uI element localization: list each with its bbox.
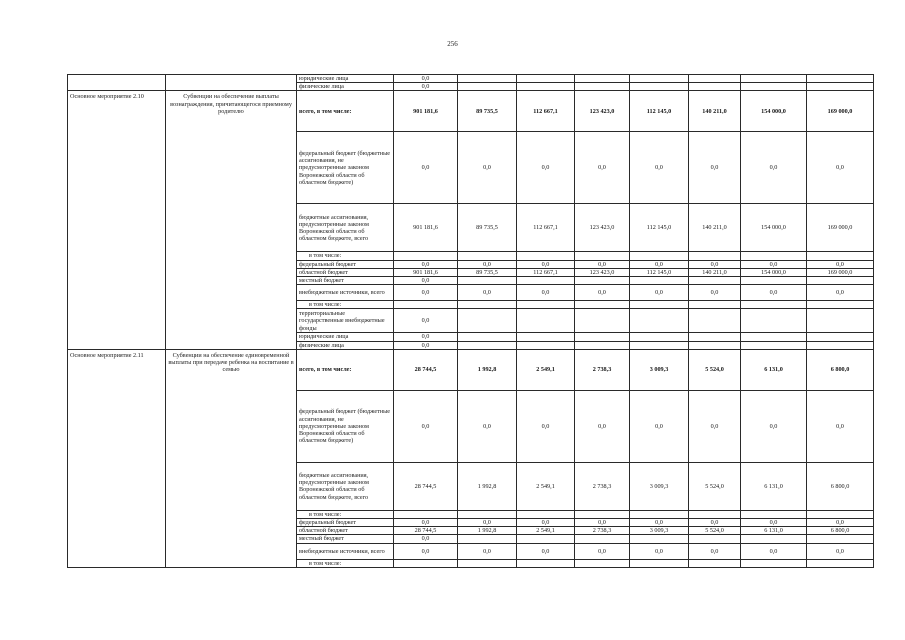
value-cell: 123 423,0	[575, 91, 630, 132]
value-cell	[689, 333, 741, 341]
value-cell	[689, 252, 741, 260]
value-cell: 169 000,0	[807, 91, 874, 132]
funding-source-label: юридические лица	[297, 75, 394, 83]
funding-source-label: бюджетные ассигнования, предусмотренные законом Воронежской области об областном бюджете, всего	[297, 204, 394, 252]
value-cell: 0,0	[458, 543, 517, 559]
value-cell	[458, 301, 517, 309]
value-cell	[394, 510, 458, 518]
value-cell	[689, 75, 741, 83]
value-cell	[575, 333, 630, 341]
value-cell	[741, 83, 807, 91]
value-cell: 0,0	[394, 132, 458, 204]
value-cell: 112 145,0	[630, 204, 689, 252]
value-cell	[517, 83, 575, 91]
measure-cell	[68, 75, 166, 91]
value-cell	[689, 277, 741, 285]
value-cell: 0,0	[689, 285, 741, 301]
value-cell: 112 667,1	[517, 204, 575, 252]
value-cell: 1 992,8	[458, 527, 517, 535]
funding-source-label: в том числе:	[297, 252, 394, 260]
value-cell: 3 009,3	[630, 462, 689, 510]
value-cell: 0,0	[394, 277, 458, 285]
value-cell: 0,0	[807, 285, 874, 301]
value-cell: 0,0	[394, 333, 458, 341]
value-cell	[630, 309, 689, 333]
funding-source-label: местный бюджет	[297, 535, 394, 543]
value-cell: 0,0	[807, 132, 874, 204]
value-cell: 5 524,0	[689, 527, 741, 535]
value-cell	[458, 510, 517, 518]
value-cell: 0,0	[630, 260, 689, 268]
value-cell	[741, 341, 807, 349]
value-cell: 2 549,1	[517, 462, 575, 510]
funding-source-label: физические лица	[297, 83, 394, 91]
value-cell: 0,0	[741, 543, 807, 559]
value-cell	[630, 277, 689, 285]
value-cell: 0,0	[458, 132, 517, 204]
value-cell: 901 181,6	[394, 268, 458, 276]
value-cell: 0,0	[689, 390, 741, 462]
value-cell	[575, 75, 630, 83]
value-cell: 28 744,5	[394, 527, 458, 535]
value-cell: 0,0	[630, 519, 689, 527]
value-cell	[807, 341, 874, 349]
value-cell: 0,0	[807, 260, 874, 268]
value-cell	[689, 309, 741, 333]
value-cell: 0,0	[394, 285, 458, 301]
value-cell: 112 145,0	[630, 268, 689, 276]
value-cell	[807, 510, 874, 518]
value-cell	[630, 301, 689, 309]
value-cell: 0,0	[394, 309, 458, 333]
value-cell	[575, 510, 630, 518]
value-cell	[807, 83, 874, 91]
value-cell: 0,0	[575, 543, 630, 559]
value-cell	[575, 309, 630, 333]
value-cell	[689, 301, 741, 309]
value-cell	[458, 277, 517, 285]
value-cell: 2 738,3	[575, 349, 630, 390]
funding-source-label: областной бюджет	[297, 268, 394, 276]
value-cell	[630, 559, 689, 567]
value-cell	[517, 309, 575, 333]
value-cell: 112 145,0	[630, 91, 689, 132]
value-cell	[517, 333, 575, 341]
value-cell	[575, 535, 630, 543]
value-cell	[394, 252, 458, 260]
funding-source-label: областной бюджет	[297, 527, 394, 535]
value-cell: 2 738,3	[575, 462, 630, 510]
value-cell: 154 000,0	[741, 91, 807, 132]
value-cell: 0,0	[689, 132, 741, 204]
value-cell	[458, 75, 517, 83]
value-cell	[741, 309, 807, 333]
value-cell	[517, 341, 575, 349]
value-cell	[517, 510, 575, 518]
funding-source-label: в том числе:	[297, 559, 394, 567]
value-cell: 0,0	[741, 260, 807, 268]
value-cell	[689, 341, 741, 349]
value-cell	[517, 277, 575, 285]
budget-table	[67, 74, 874, 568]
value-cell	[517, 75, 575, 83]
value-cell	[458, 341, 517, 349]
value-cell: 0,0	[394, 390, 458, 462]
value-cell: 0,0	[458, 390, 517, 462]
value-cell	[807, 277, 874, 285]
funding-source-label: в том числе:	[297, 301, 394, 309]
value-cell	[741, 75, 807, 83]
value-cell	[741, 535, 807, 543]
value-cell: 89 735,5	[458, 91, 517, 132]
value-cell	[689, 559, 741, 567]
value-cell: 0,0	[575, 390, 630, 462]
value-cell	[807, 252, 874, 260]
value-cell	[741, 301, 807, 309]
value-cell	[807, 309, 874, 333]
value-cell	[689, 510, 741, 518]
page-number: 256	[447, 40, 458, 48]
value-cell: 112 667,1	[517, 91, 575, 132]
funding-source-label: физические лица	[297, 341, 394, 349]
value-cell	[741, 333, 807, 341]
value-cell	[575, 83, 630, 91]
value-cell: 3 009,3	[630, 527, 689, 535]
value-cell	[807, 75, 874, 83]
value-cell: 0,0	[394, 341, 458, 349]
value-cell: 0,0	[517, 519, 575, 527]
value-cell: 0,0	[458, 285, 517, 301]
value-cell: 2 549,1	[517, 527, 575, 535]
funding-source-label: всего, в том числе:	[297, 91, 394, 132]
value-cell: 154 000,0	[741, 268, 807, 276]
value-cell: 28 744,5	[394, 349, 458, 390]
funding-source-label: юридические лица	[297, 333, 394, 341]
value-cell: 0,0	[458, 519, 517, 527]
value-cell: 0,0	[741, 132, 807, 204]
value-cell	[807, 559, 874, 567]
value-cell: 0,0	[630, 543, 689, 559]
value-cell	[394, 301, 458, 309]
value-cell: 6 131,0	[741, 349, 807, 390]
value-cell: 0,0	[575, 260, 630, 268]
value-cell: 6 800,0	[807, 462, 874, 510]
value-cell: 154 000,0	[741, 204, 807, 252]
value-cell	[807, 301, 874, 309]
measure-cell: Основное мероприятие 2.10	[68, 91, 166, 349]
value-cell: 112 667,1	[517, 268, 575, 276]
value-cell	[517, 252, 575, 260]
value-cell: 0,0	[630, 390, 689, 462]
value-cell	[458, 252, 517, 260]
funding-source-label: федеральный бюджет	[297, 519, 394, 527]
funding-source-label: всего, в том числе:	[297, 349, 394, 390]
value-cell: 1 992,8	[458, 349, 517, 390]
value-cell: 0,0	[517, 285, 575, 301]
value-cell	[630, 341, 689, 349]
funding-source-label: федеральный бюджет (бюджетные ассигнования, не предусмотренные законом Воронежской области об областном бюджете)	[297, 132, 394, 204]
value-cell: 0,0	[689, 543, 741, 559]
funding-source-label: территориальные государственные внебюджетные фонды	[297, 309, 394, 333]
value-cell	[517, 301, 575, 309]
value-cell: 6 131,0	[741, 527, 807, 535]
value-cell: 6 800,0	[807, 527, 874, 535]
value-cell: 89 735,5	[458, 204, 517, 252]
value-cell: 0,0	[807, 390, 874, 462]
value-cell: 0,0	[630, 132, 689, 204]
value-cell	[630, 333, 689, 341]
value-cell: 5 524,0	[689, 349, 741, 390]
funding-source-label: внебюджетные источники, всего	[297, 543, 394, 559]
value-cell: 0,0	[517, 260, 575, 268]
value-cell	[807, 535, 874, 543]
value-cell: 0,0	[807, 543, 874, 559]
value-cell	[630, 252, 689, 260]
value-cell: 123 423,0	[575, 268, 630, 276]
value-cell	[741, 510, 807, 518]
value-cell: 0,0	[741, 390, 807, 462]
value-cell: 0,0	[807, 519, 874, 527]
funding-source-label: в том числе:	[297, 510, 394, 518]
value-cell: 0,0	[394, 535, 458, 543]
value-cell	[458, 333, 517, 341]
value-cell: 169 000,0	[807, 268, 874, 276]
table-row	[68, 349, 874, 390]
measure-title-cell	[166, 75, 297, 91]
value-cell	[458, 83, 517, 91]
budget-table-sheet	[67, 74, 873, 568]
value-cell	[630, 510, 689, 518]
value-cell: 140 211,0	[689, 268, 741, 276]
value-cell: 140 211,0	[689, 91, 741, 132]
table-row	[68, 75, 874, 83]
value-cell: 0,0	[630, 285, 689, 301]
value-cell: 0,0	[517, 543, 575, 559]
value-cell	[458, 535, 517, 543]
value-cell: 6 131,0	[741, 462, 807, 510]
value-cell	[458, 559, 517, 567]
value-cell: 0,0	[394, 519, 458, 527]
value-cell	[575, 559, 630, 567]
value-cell: 169 000,0	[807, 204, 874, 252]
value-cell: 0,0	[741, 519, 807, 527]
value-cell: 140 211,0	[689, 204, 741, 252]
measure-title-cell: Субвенции на обеспечение единовременной выплаты при передаче ребенка на воспитание в семью	[166, 349, 297, 567]
value-cell: 0,0	[575, 519, 630, 527]
value-cell: 0,0	[394, 83, 458, 91]
value-cell	[689, 83, 741, 91]
value-cell: 0,0	[575, 132, 630, 204]
value-cell	[575, 301, 630, 309]
measure-title-cell: Субвенции на обеспечение выплаты вознаграждения, причитающегося приемному родителю	[166, 91, 297, 349]
funding-source-label: бюджетные ассигнования, предусмотренные законом Воронежской области об областном бюджете, всего	[297, 462, 394, 510]
value-cell	[741, 559, 807, 567]
value-cell	[741, 252, 807, 260]
value-cell	[630, 75, 689, 83]
value-cell: 6 800,0	[807, 349, 874, 390]
value-cell: 0,0	[394, 543, 458, 559]
value-cell: 0,0	[394, 260, 458, 268]
funding-source-label: внебюджетные источники, всего	[297, 285, 394, 301]
value-cell: 2 738,3	[575, 527, 630, 535]
funding-source-label: местный бюджет	[297, 277, 394, 285]
value-cell	[517, 535, 575, 543]
value-cell	[689, 535, 741, 543]
value-cell: 0,0	[517, 132, 575, 204]
value-cell: 0,0	[517, 390, 575, 462]
value-cell	[630, 535, 689, 543]
value-cell	[575, 341, 630, 349]
value-cell: 0,0	[575, 285, 630, 301]
value-cell: 1 992,8	[458, 462, 517, 510]
value-cell	[630, 83, 689, 91]
table-row	[68, 91, 874, 132]
value-cell	[517, 559, 575, 567]
value-cell: 2 549,1	[517, 349, 575, 390]
value-cell	[741, 277, 807, 285]
value-cell: 901 181,6	[394, 91, 458, 132]
value-cell: 0,0	[394, 75, 458, 83]
value-cell: 0,0	[689, 260, 741, 268]
value-cell: 123 423,0	[575, 204, 630, 252]
funding-source-label: федеральный бюджет (бюджетные ассигнования, не предусмотренные законом Воронежской области об областном бюджете)	[297, 390, 394, 462]
value-cell: 89 735,5	[458, 268, 517, 276]
value-cell: 28 744,5	[394, 462, 458, 510]
value-cell	[575, 252, 630, 260]
funding-source-label: федеральный бюджет	[297, 260, 394, 268]
value-cell	[394, 559, 458, 567]
value-cell: 0,0	[689, 519, 741, 527]
value-cell	[575, 277, 630, 285]
value-cell	[458, 309, 517, 333]
value-cell: 3 009,3	[630, 349, 689, 390]
value-cell: 5 524,0	[689, 462, 741, 510]
value-cell	[807, 333, 874, 341]
measure-cell: Основное мероприятие 2.11	[68, 349, 166, 567]
value-cell: 901 181,6	[394, 204, 458, 252]
value-cell: 0,0	[741, 285, 807, 301]
value-cell: 0,0	[458, 260, 517, 268]
